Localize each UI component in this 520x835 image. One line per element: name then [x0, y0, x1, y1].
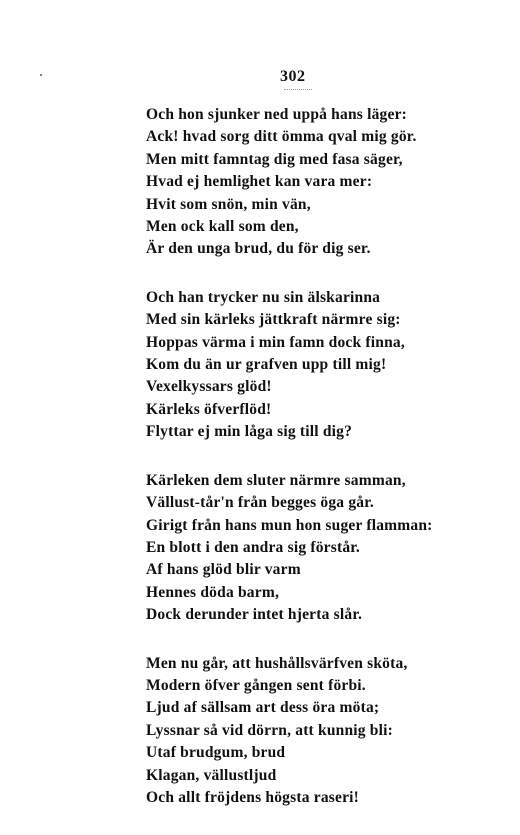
page-number: 302: [280, 68, 306, 85]
poem-line: Ack! hvad sorg ditt ömma qval mig gör.: [146, 128, 417, 146]
poem-line: Men mitt famntag dig med fasa säger,: [146, 150, 403, 168]
poem-line: Kom du än ur grafven upp till mig!: [146, 356, 387, 374]
poem-line: Hoppas värma i min famn dock finna,: [146, 333, 405, 351]
poem-line: Hvit som snön, min vän,: [146, 195, 311, 213]
poem-line: Men ock kall som den,: [146, 218, 299, 236]
stanza-3: [146, 470, 486, 627]
poem-line: Ljud af sällsam art dess öra möta;: [146, 699, 380, 717]
poem-line: Hennes döda barm,: [146, 583, 280, 601]
page-number-rule: [284, 89, 312, 90]
poem-line: Girigt från hans mun hon suger flamman:: [146, 516, 433, 534]
poem-line: Lyssnar så vid dörrn, att kunnig bli:: [146, 721, 394, 739]
poem-line: Kärleks öfverflöd!: [146, 400, 272, 418]
poem-line: En blott i den andra sig förstår.: [146, 538, 361, 556]
poem-line: Men nu går, att hushållsvärfven sköta,: [146, 654, 408, 672]
poem-line: Modern öfver gången sent förbi.: [146, 676, 366, 694]
poem-line: Vällust-tår'n från begges öga går.: [146, 494, 374, 512]
stanza-2: [146, 287, 486, 444]
poem: [146, 104, 486, 835]
poem-line: Med sin kärleks jättkraft närmre sig:: [146, 311, 401, 329]
poem-line: Kärleken dem sluter närmre samman,: [146, 471, 406, 489]
print-speck: [40, 74, 42, 76]
poem-line: Och han trycker nu sin älskarinna: [146, 288, 381, 306]
poem-line: Och allt fröjdens högsta raseri!: [146, 788, 360, 806]
poem-line: Och hon sjunker ned uppå hans läger:: [146, 106, 408, 123]
poem-line: Af hans glöd blir varm: [146, 561, 301, 579]
poem-line: Utaf brudgum, brud: [146, 744, 286, 762]
poem-line: Dock derunder intet hjerta slår.: [146, 606, 363, 624]
poem-line: Hvad ej hemlighet kan vara mer:: [146, 173, 373, 191]
poem-line: Flyttar ej min låga sig till dig?: [146, 423, 353, 441]
stanza-4: [146, 653, 486, 810]
poem-line: Vexelkyssars glöd!: [146, 378, 272, 396]
stanza-1: [146, 104, 486, 261]
poem-line: Är den unga brud, du för dig ser.: [146, 240, 371, 258]
poem-line: Klagan, vällustljud: [146, 766, 277, 784]
